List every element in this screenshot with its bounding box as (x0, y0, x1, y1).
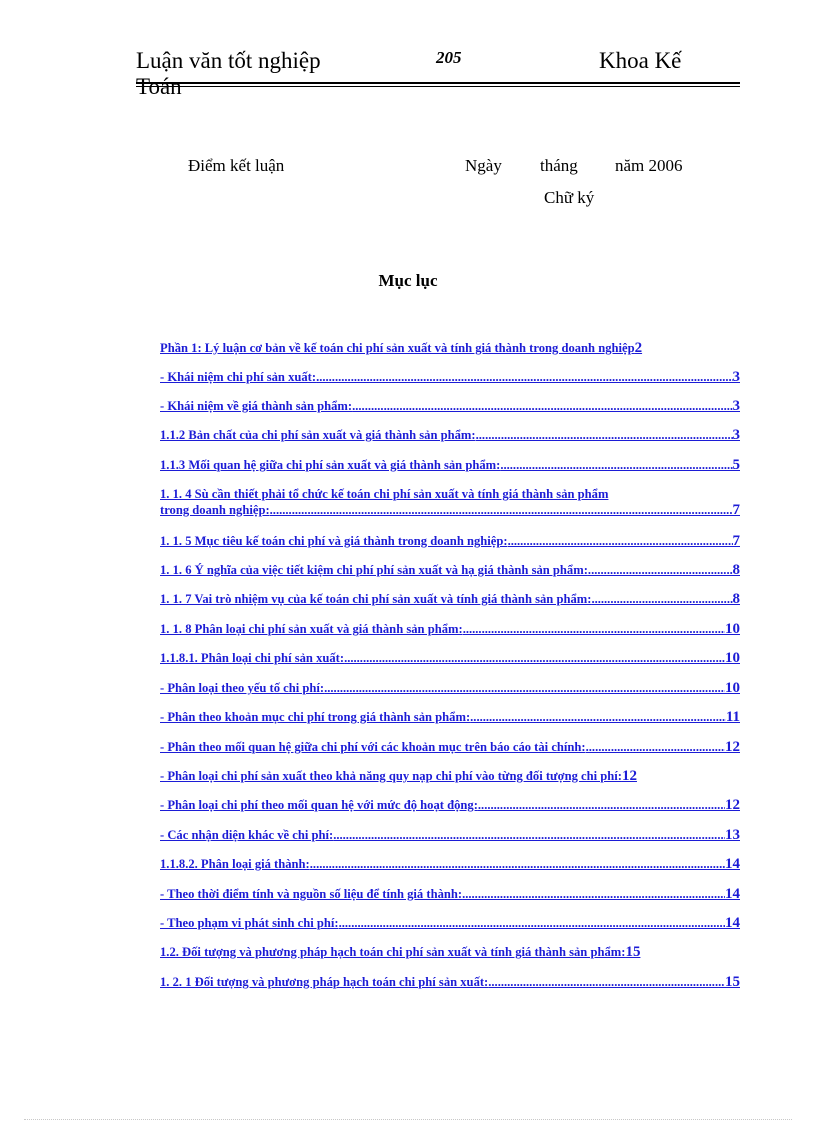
toc-entry-page: 10 (725, 680, 740, 696)
toc-entry-page: 3 (732, 369, 740, 385)
score-label: Điểm kết luận (188, 156, 285, 175)
month-label: tháng (540, 156, 578, 175)
toc-entry[interactable] (160, 457, 740, 473)
toc-entry[interactable] (160, 827, 740, 843)
toc-entry-page: 7 (732, 502, 740, 518)
toc-entry[interactable] (160, 886, 740, 902)
toc-leader-dots (316, 369, 732, 385)
toc-entry-page: 15 (625, 944, 641, 960)
toc-entry[interactable] (160, 974, 740, 990)
toc-entry-page: 10 (725, 650, 740, 666)
toc-entry-text: 1.1.2 Bản chất của chi phí sản xuất và giá thành sản phẩm: (160, 428, 476, 442)
toc-entry-text: - Khái niệm chi phí sản xuất: (160, 370, 317, 384)
toc-leader-dots (324, 680, 725, 696)
toc-leader-dots (270, 502, 733, 518)
toc-entry[interactable] (160, 650, 740, 666)
toc-entry-page: 14 (725, 856, 740, 872)
toc-entry-page: 12 (621, 768, 637, 784)
toc-leader-dots (591, 591, 732, 607)
toc-entry-page: 7 (732, 533, 740, 549)
toc-entry-text: - Phân loại chi phí theo mối quan hệ với mức độ hoạt động: (160, 798, 478, 812)
header-left-title (136, 48, 356, 100)
toc-entry-page: 12 (725, 739, 740, 755)
toc-entry-page: 13 (725, 827, 740, 843)
toc-entry[interactable] (160, 680, 740, 696)
toc-entry-text: 1.1.8.2. Phân loại giá thành: (160, 857, 310, 871)
toc-leader-dots (333, 827, 725, 843)
toc-leader-dots (588, 562, 733, 578)
toc-leader-dots (508, 533, 733, 549)
toc-entry[interactable] (160, 427, 740, 443)
toc-entry-text: 1. 1. 5 Mục tiêu kế toán chi phí và giá thành trong doanh nghiệp: (160, 534, 508, 548)
toc-leader-dots (478, 797, 725, 813)
toc-leader-dots (500, 457, 732, 473)
toc-entry[interactable] (160, 797, 740, 813)
toc-entry[interactable] (160, 944, 740, 960)
page-header (136, 48, 740, 100)
toc-leader-dots (586, 739, 725, 755)
toc-entry[interactable] (160, 739, 740, 755)
toc-entry-text: - Phân theo khoản mục chi phí trong giá thành sản phẩm: (160, 710, 471, 724)
toc-leader-dots (463, 621, 725, 637)
toc-entry-page: 15 (725, 974, 740, 990)
toc-entry-text-cont: trong doanh nghiệp: (160, 503, 270, 517)
toc-entry-page: 8 (732, 562, 740, 578)
header-right-title: Khoa Kế (599, 48, 682, 73)
toc-entry[interactable] (160, 768, 740, 784)
toc-entry-page: 11 (725, 709, 740, 725)
toc-entry-text: - Phân theo mối quan hệ giữa chi phí với các khoản mục trên báo cáo tài chính: (160, 740, 586, 754)
toc-entry[interactable] (160, 369, 740, 385)
header-rule-thick (136, 82, 740, 84)
toc-entry-text: 1.1.3 Mối quan hệ giữa chi phí sản xuất và giá thành sản phẩm: (160, 458, 501, 472)
toc-leader-dots (352, 398, 732, 414)
header-rule-thin (136, 86, 740, 87)
toc-entry-line2 (160, 502, 740, 518)
toc-leader-dots (344, 650, 725, 666)
toc-entry[interactable] (160, 591, 740, 607)
toc-entry-text: - Phân loại chi phí sản xuất theo khả năng quy nạp chi phí vào từng đối tượng chi phí: (160, 769, 622, 783)
toc-entry[interactable] (160, 533, 740, 549)
toc-entry-text: 1. 1. 7 Vai trò nhiệm vụ của kế toán chi phí sản xuất và tính giá thành sản phẩm: (160, 592, 592, 606)
toc-entry-text: 1.1.8.1. Phân loại chi phí sản xuất: (160, 651, 345, 665)
toc-entry-text: - Các nhận diện khác về chi phí: (160, 828, 334, 842)
toc-entry-page: 8 (732, 591, 740, 607)
toc-entry-page: 12 (725, 797, 740, 813)
header-left-line1: Luận văn tốt nghiệp (136, 48, 321, 73)
toc-leader-dots (462, 886, 725, 902)
toc-entry[interactable] (160, 856, 740, 872)
toc-entry-text: 1. 1. 8 Phân loại chi phí sản xuất và giá thành sản phẩm: (160, 622, 463, 636)
toc-entry-text: - Khái niệm về giá thành sản phẩm: (160, 399, 353, 413)
page-number: 205 (436, 48, 462, 67)
toc-entry-text: 1. 1. 4 Sù cần thiết phải tổ chức kế toán chi phí sản xuất và tính giá thành sản phẩm (160, 487, 609, 501)
toc-entry[interactable] (160, 915, 740, 931)
toc-entry-text: - Phân loại theo yếu tố chi phí: (160, 681, 325, 695)
toc-entry-page: 5 (732, 457, 740, 473)
toc-entry-page: 14 (725, 915, 740, 931)
toc-entry-page: 14 (725, 886, 740, 902)
toc-leader-dots (339, 915, 725, 931)
toc-entry-text: - Theo phạm vi phát sinh chi phí: (160, 916, 339, 930)
toc-entry-text: 1.2. Đối tượng và phương pháp hạch toán chi phí sản xuất và tính giá thành sản phẩm: (160, 945, 626, 959)
toc-entry[interactable] (160, 621, 740, 637)
toc-entry[interactable] (160, 562, 740, 578)
toc-leader-dots (476, 427, 733, 443)
year-label: năm 2006 (615, 156, 683, 175)
toc-entry-text: - Theo thời điểm tính và nguồn số liệu để tính giá thành: (160, 887, 463, 901)
toc-entry[interactable] (160, 340, 740, 356)
day-label: Ngày (465, 156, 502, 175)
toc-entry-text: Phần 1: Lý luận cơ bản về kế toán chi phí sản xuất và tính giá thành trong doanh nghiệp (160, 341, 635, 355)
toc-leader-dots (310, 856, 725, 872)
toc-entry[interactable] (160, 486, 740, 518)
page-bottom-border (24, 1119, 792, 1120)
toc-entry-text: 1. 2. 1 Đối tượng và phương pháp hạch toán chi phí sản xuất: (160, 975, 489, 989)
toc-entry-page: 3 (732, 427, 740, 443)
toc-entry-page: 10 (725, 621, 740, 637)
toc-leader-dots (470, 709, 726, 725)
toc-entry[interactable] (160, 398, 740, 414)
toc-entry-page: 2 (634, 340, 643, 356)
toc-entry[interactable] (160, 709, 740, 725)
signature-label: Chữ ký (544, 188, 595, 207)
toc-entry-text: 1. 1. 6 Ý nghĩa của việc tiết kiệm chi phí phí sản xuất và hạ giá thành sản phẩm: (160, 563, 588, 577)
toc-entry-page: 3 (732, 398, 740, 414)
toc-title: Mục lục (378, 271, 438, 290)
toc-leader-dots (488, 974, 725, 990)
